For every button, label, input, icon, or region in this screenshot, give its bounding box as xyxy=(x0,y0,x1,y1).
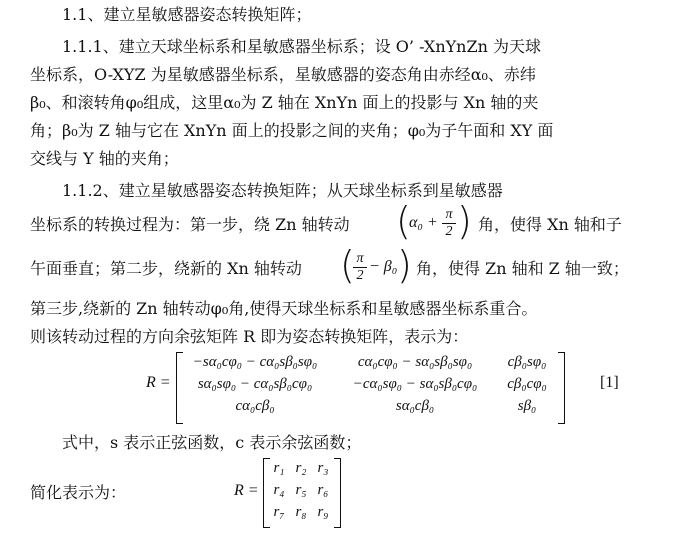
simplified-matrix-cell: r₃ xyxy=(317,460,329,476)
fraction-denominator: 2 xyxy=(445,224,453,239)
matrix-r-cell: cβ₀cφ₀ xyxy=(507,376,547,392)
pi-over-2-fraction xyxy=(353,251,367,284)
simplified-matrix-cell: r₉ xyxy=(317,504,329,520)
paragraph-1-1-2-line-2b: 角，使得 Xn 轴和子 xyxy=(478,215,622,234)
rotation-angle-1 xyxy=(396,199,472,247)
simplified-matrix-cell: r₁ xyxy=(273,460,285,476)
matrix-r-cell: sβ₀ xyxy=(517,398,537,414)
paragraph-1-1-1-line-2: 坐标系，O-XYZ 为星敏感器坐标系，星敏感器的姿态角由赤经α₀、赤纬 xyxy=(30,65,536,84)
simplified-matrix-cell: r₄ xyxy=(273,482,285,498)
matrix-r-cell: cα₀cβ₀ xyxy=(235,398,275,414)
paragraph-1-1-2-line-3a: 午面垂直；第二步，绕新的 Xn 轴转动 xyxy=(30,259,302,278)
paragraph-1-1-1-line-3: β₀、和滚转角φ₀组成，这里α₀为 Z 轴在 XnYn 面上的投影与 Xn 轴的夹 xyxy=(30,93,539,112)
matrix-r-cell: sα₀sφ₀ − cα₀sβ₀cφ₀ xyxy=(197,376,313,392)
paragraph-1-1-2-line-4: 第三步,绕新的 Zn 轴转动φ₀角,使得天球坐标系和星敏感器坐标系重合。 xyxy=(30,299,538,318)
simplified-matrix-cell: r₅ xyxy=(295,482,307,498)
paragraph-1-1-2-line-1: 1.1.2、建立星敏感器姿态转换矩阵；从天球坐标系到星敏感器 xyxy=(62,181,503,200)
matrix-r-cell: −sα₀cφ₀ − cα₀sβ₀sφ₀ xyxy=(192,354,318,370)
simplified-matrix-cell: r₇ xyxy=(273,504,285,520)
simplified-matrix-cell: r₆ xyxy=(317,482,329,498)
matrix-r-cell: −cα₀sφ₀ − sα₀sβ₀cφ₀ xyxy=(352,376,478,392)
fraction-numerator: π xyxy=(442,207,456,224)
function-note: 式中，s 表示正弦函数，c 表示余弦函数； xyxy=(62,433,362,452)
left-paren: ( xyxy=(396,199,411,243)
matrix-r-cell: cβ₀sφ₀ xyxy=(507,354,547,370)
left-paren: ( xyxy=(340,243,355,287)
matrix-r-cell: sα₀cβ₀ xyxy=(395,398,435,414)
paragraph-1-1-1-line-1: 1.1.1、建立天球坐标系和星敏感器坐标系；设 O’ -XnYnZn 为天球 xyxy=(62,37,541,56)
matrix-r-right-bracket xyxy=(558,352,565,424)
paragraph-1-1-2-line-3b: 角，使得 Zn 轴和 Z 轴一致； xyxy=(416,259,629,278)
minus-beta: − β₀ xyxy=(369,258,398,275)
paragraph-1-1-2-line-5: 则该转动过程的方向余弦矩阵 R 即为姿态转换矩阵，表示为： xyxy=(30,327,469,346)
right-paren: ) xyxy=(397,243,412,287)
matrix-r-label: R = xyxy=(146,374,171,391)
right-paren: ) xyxy=(457,199,472,243)
simplified-matrix-cell: r₈ xyxy=(295,504,307,520)
matrix-r-cell: cα₀cφ₀ − sα₀sβ₀sφ₀ xyxy=(357,354,473,370)
fraction-denominator: 2 xyxy=(356,268,364,283)
simplified-intro: 简化表示为： xyxy=(30,483,127,502)
alpha-plus: α₀ + xyxy=(409,214,438,231)
simplified-matrix-label: R = xyxy=(234,482,259,499)
fraction-numerator: π xyxy=(353,251,367,268)
equation-number: [1] xyxy=(600,374,619,391)
paragraph-1-1-1-line-5: 交线与 Y 轴的夹角； xyxy=(30,149,179,168)
paragraph-1-1-1-line-4: 角；β₀为 Z 轴与它在 XnYn 面上的投影之间的夹角；φ₀为子午面和 XY 面 xyxy=(30,121,554,140)
pi-over-2-fraction xyxy=(442,207,456,240)
simplified-matrix-right-bracket xyxy=(334,458,341,528)
simplified-matrix-cell: r₂ xyxy=(295,460,307,476)
rotation-angle-2 xyxy=(340,243,412,291)
paragraph-1-1-2-line-2a: 坐标系的转换过程为：第一步，绕 Zn 轴转动 xyxy=(30,215,350,234)
section-heading: 1.1、建立星敏感器姿态转换矩阵； xyxy=(62,5,312,24)
